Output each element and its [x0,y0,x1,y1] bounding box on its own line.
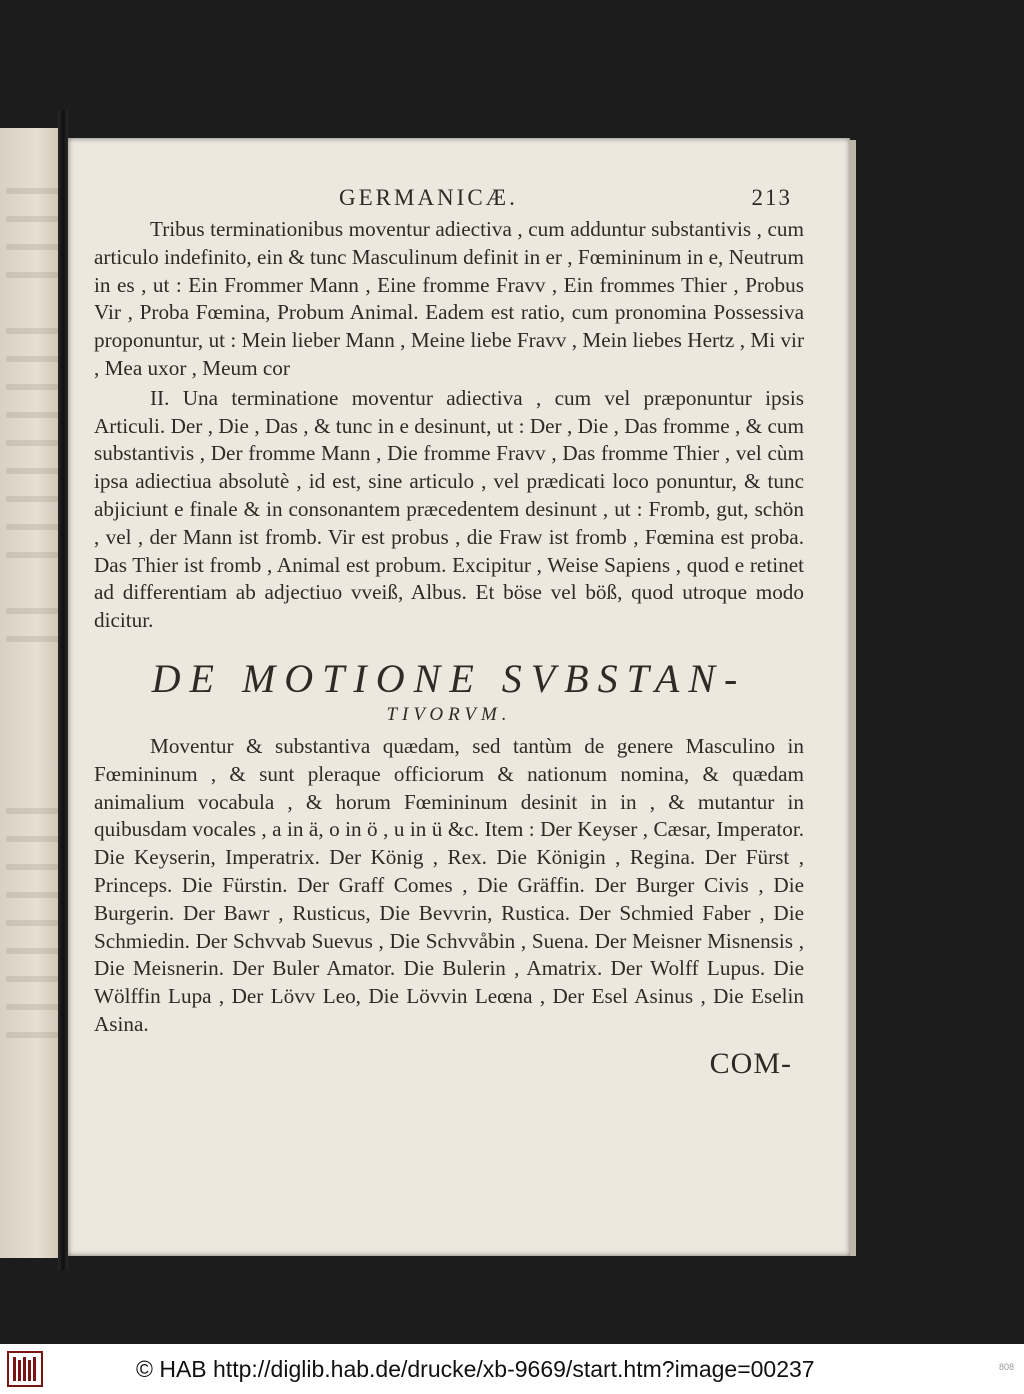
copyright-link[interactable]: © HAB http://diglib.hab.de/drucke/xb-9669/start.htm?image=00237 [136,1355,815,1382]
footer-bar [0,1344,1024,1394]
page-header [94,180,804,216]
facing-page-edge [0,128,62,1258]
paragraph-adjectives-one-ending: II. Una terminatione moventur adiectiva , cum vel præponuntur ipsis Articuli. Der , Die , Das , & tunc in e desinunt, ut : Der , Die , Das fromme , & cum substantivis , Der fromme Mann , Die fromme Fravv , Das fromme Thier , vel cùm ipsa adiectiua absolutè , id est, sine articulo , vel prædicati loco ponuntur, & tunc abjiciunt e finale & in consonantem præcedentem desinunt , ut : Fromb, gut, schön , vel , der Mann ist fromb. Vir est probus , die Fraw ist fromb , Fœmina est proba. Das Thier ist fromb , Animal est probum. Excipitur , Weise Sapiens , quod e retinet ad differentiam ab adjectiuo vveiß, Albus. Et böse vel böß, quod utroque modo dicitur. [94,385,804,633]
section-subtitle: TIVORVM. [386,703,512,725]
page-edge [850,140,856,1256]
corner-mark: 808 [998,1362,1014,1372]
running-title: GERMANICÆ. [339,185,518,210]
page-text [94,180,804,1081]
catchword: COM- [709,1046,792,1080]
section-title: DE MOTIONE SVBSTAN- [151,655,747,701]
book-page [68,138,850,1256]
paragraph-adjectives-three-endings: Tribus terminationibus moventur adiectiva , cum adduntur substantivis , cum articulo indefinito, ein & tunc Masculinum definit in er , Fœmininum in e, Neutrum in es , ut : Ein Frommer Mann , Eine fromme Fravv , Ein frommes Thier , Probus Vir , Proba Fœmina, Probum Animal. Eadem est ratio, cum pronomina Possessiva proponuntur, ut : Mein lieber Mann , Meine liebe Fravv , Mein liebes Hertz , Mi vir , Mea uxor , Meum cor [94,217,804,380]
book-gutter [58,110,68,1270]
hab-logo-icon [6,1349,44,1389]
page-number: 213 [751,185,792,210]
paragraph-substantives: Moventur & substantiva quædam, sed tantùm de genere Masculino in Fœmininum , & sunt pleraque officiorum & nationum nomina, & quædam animalium vocabula , & horum Fœmininum desinit in in , & mutantur in quibusdam vocales , a in ä, o in ö , u in ü &c. Item : Der Keyser , Cæsar, Imperator. Die Keyserin, Imperatrix. Der König , Rex. Die Königin , Regina. Der Fürst , Princeps. Die Fürstin. Der Graff Comes , Die Gräffin. Der Burger Civis , Die Burgerin. Der Bawr , Rusticus, Die Bevvrin, Rustica. Der Schmied Faber , Die Schmiedin. Der Schvvab Suevus , Die Schvvåbin , Suena. Der Meisner Misnensis , Die Meisnerin. Der Buler Amator. Die Bulerin , Amatrix. Der Wolff Lupus. Die Wölffin Lupa , Der Lövv Leo, Die Lövvin Leœna , Der Esel Asinus , Die Eselin Asina. [94,733,804,1036]
